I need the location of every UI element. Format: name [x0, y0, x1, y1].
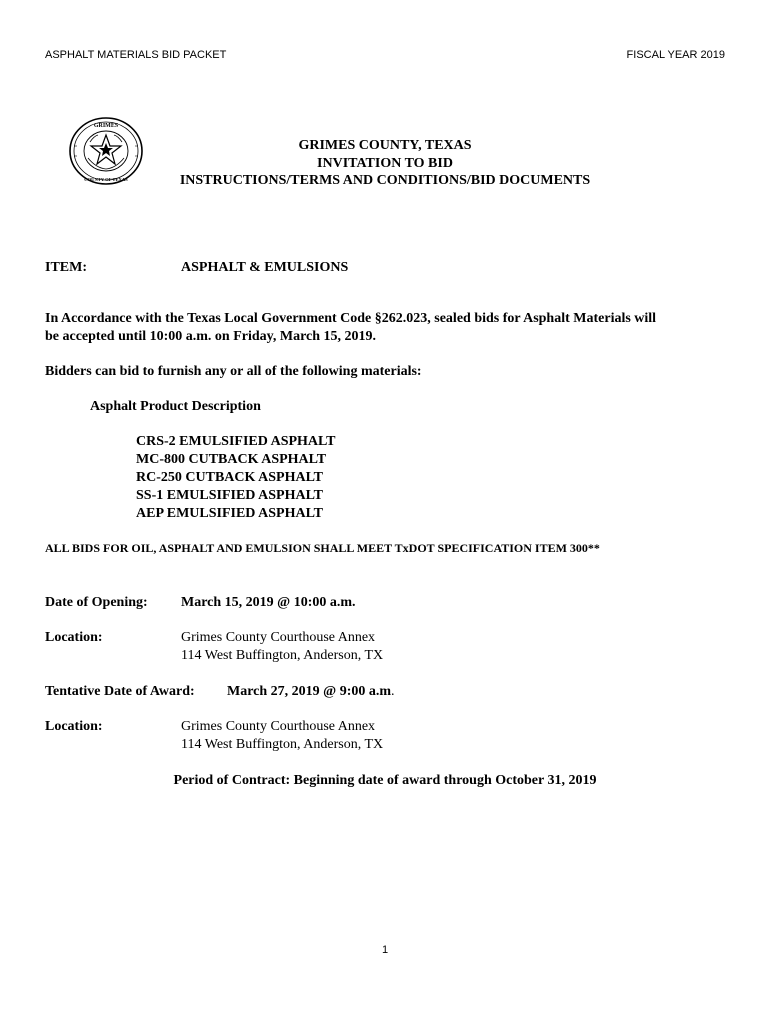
award-value: March 27, 2019 @ 9:00 a.m: [227, 684, 392, 699]
location-address: [181, 718, 383, 754]
intro-paragraph: [45, 310, 735, 346]
title-line-3: INSTRUCTIONS/TERMS AND CONDITIONS/BID DOCUMENTS: [179, 173, 591, 188]
intro-line-2: be accepted until 10:00 a.m. on Friday, March 15, 2019.: [45, 329, 377, 344]
header-left: ASPHALT MATERIALS BID PACKET: [45, 49, 227, 61]
contract-period: Period of Contract: Beginning date of award through October 31, 2019: [173, 773, 597, 788]
spec-note: ALL BIDS FOR OIL, ASPHALT AND EMULSION SHALL MEET TxDOT SPECIFICATION ITEM 300**: [45, 541, 600, 555]
list-item: RC-250 CUTBACK ASPHALT: [136, 470, 323, 485]
location-line-1: Grimes County Courthouse Annex: [181, 719, 376, 734]
materials-list: [136, 433, 335, 523]
bidders-text: Bidders can bid to furnish any or all of the following materials:: [45, 364, 422, 379]
award-suffix: .: [391, 684, 395, 699]
item-value: ASPHALT & EMULSIONS: [181, 260, 349, 275]
location-label: Location:: [45, 630, 103, 645]
award-date: [227, 683, 395, 701]
location-address: [181, 629, 383, 665]
list-item: MC-800 CUTBACK ASPHALT: [136, 452, 327, 467]
document-title: [0, 137, 770, 190]
award-label: Tentative Date of Award:: [45, 684, 195, 699]
list-item: SS-1 EMULSIFIED ASPHALT: [136, 488, 323, 503]
location-line-2: 114 West Buffington, Anderson, TX: [181, 737, 384, 752]
location-label: Location:: [45, 719, 103, 734]
title-line-2: INVITATION TO BID: [317, 155, 453, 171]
list-item: CRS-2 EMULSIFIED ASPHALT: [136, 434, 336, 449]
seal-text-bottom: COUNTY OF TEXAS: [84, 177, 128, 182]
seal-text-top: GRIMES: [93, 123, 119, 129]
title-line-1: GRIMES COUNTY, TEXAS: [298, 138, 472, 153]
location-line-2: 114 West Buffington, Anderson, TX: [181, 648, 384, 663]
opening-value: March 15, 2019 @ 10:00 a.m.: [181, 595, 356, 610]
intro-line-1: In Accordance with the Texas Local Government Code §262.023, sealed bids for Asphalt Materials will: [45, 311, 657, 326]
item-label: ITEM:: [45, 260, 87, 275]
page-number: 1: [381, 944, 389, 956]
opening-label: Date of Opening:: [45, 595, 148, 610]
product-heading: Asphalt Product Description: [90, 399, 261, 414]
location-line-1: Grimes County Courthouse Annex: [181, 630, 376, 645]
list-item: AEP EMULSIFIED ASPHALT: [136, 506, 323, 521]
header-right: FISCAL YEAR 2019: [626, 49, 725, 61]
